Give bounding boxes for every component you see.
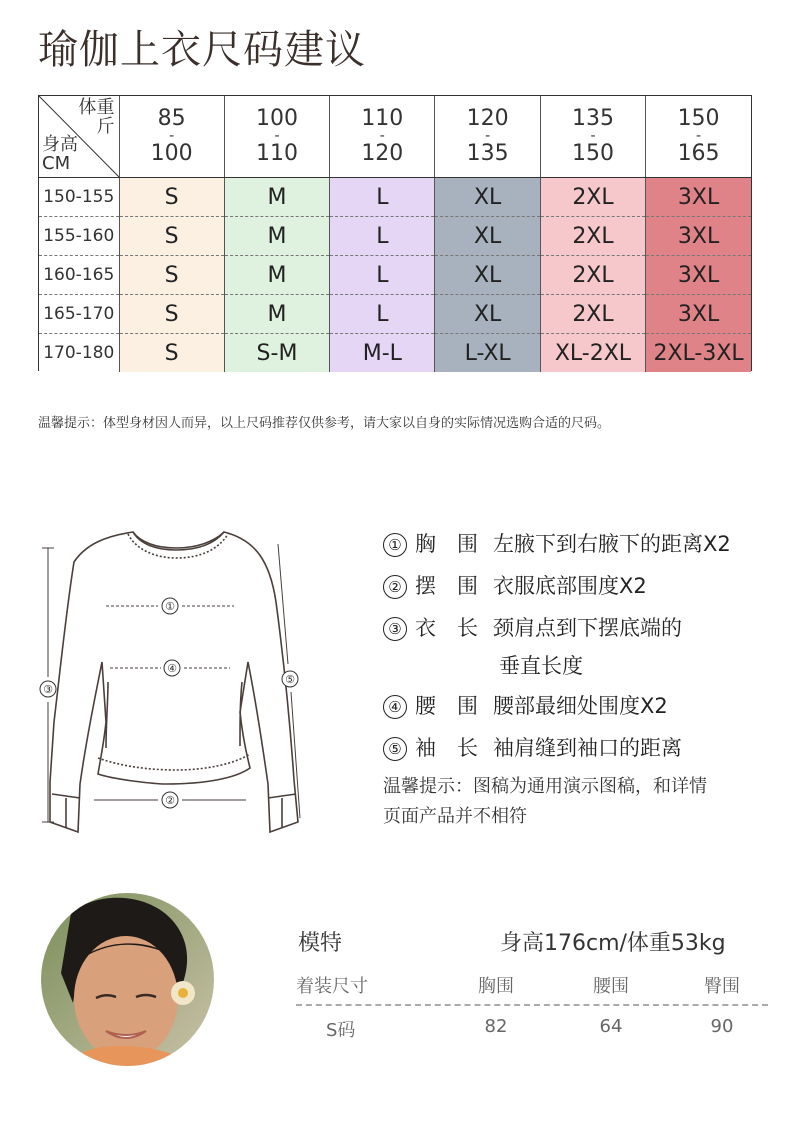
weight-header: 110 - 120 [330, 96, 435, 178]
weight-header: 85 - 100 [119, 96, 224, 178]
table-row [39, 295, 751, 334]
corner-weight-label: 体重 斤 [78, 97, 115, 137]
measure-waist: ④ 腰 围 腰部最细处围度X2 [383, 690, 668, 720]
size-cell: L [330, 256, 435, 295]
marker-3: ③ [43, 683, 53, 696]
size-cell: S [119, 334, 224, 373]
measure-length-cont: 垂直长度 [499, 654, 583, 678]
measure-length: ③ 衣 长 颈肩点到下摆底端的 [383, 612, 682, 642]
size-cell: M [224, 178, 329, 217]
size-cell: XL-2XL [540, 334, 645, 373]
value-hip: 90 [710, 1016, 734, 1037]
size-cell: 2XL-3XL [646, 334, 751, 373]
num-badge: ④ [383, 695, 407, 719]
model-spec: 身高176cm/体重53kg [500, 931, 726, 956]
table-row [39, 217, 751, 256]
marker-2: ② [165, 794, 175, 807]
size-cell: S [119, 295, 224, 334]
size-tip-text: 温馨提示：体型身材因人而异，以上尺码推荐仅供参考，请大家以自身的实际情况选购合适的尺码。 [38, 416, 611, 431]
size-cell: 2XL [540, 295, 645, 334]
header-chest: 胸围 [478, 976, 514, 997]
size-cell: 3XL [646, 295, 751, 334]
size-cell: S [119, 178, 224, 217]
height-cell: 150-155 [39, 178, 119, 217]
num-badge: ① [383, 533, 407, 557]
size-cell: 3XL [646, 217, 751, 256]
size-cell: S-M [224, 334, 329, 373]
size-cell: 3XL [646, 256, 751, 295]
size-cell: M [224, 217, 329, 256]
num-badge: ② [383, 575, 407, 599]
weight-header: 100 - 110 [224, 96, 329, 178]
size-cell: 3XL [646, 178, 751, 217]
height-cell: 170-180 [39, 334, 119, 373]
size-cell: M-L [330, 334, 435, 373]
weight-header: 150 - 165 [646, 96, 751, 178]
header-size: 着装尺寸 [296, 976, 368, 997]
table-corner-cell [39, 96, 119, 178]
size-cell: S [119, 256, 224, 295]
measure-hem: ② 摆 围 衣服底部围度X2 [383, 570, 647, 600]
weight-header: 120 - 135 [435, 96, 540, 178]
size-chart-table [38, 95, 752, 371]
size-cell: XL [435, 217, 540, 256]
weight-header: 135 - 150 [540, 96, 645, 178]
marker-5: ⑤ [285, 673, 295, 686]
table-row [39, 178, 751, 217]
marker-4: ④ [167, 662, 177, 675]
size-cell: L [330, 178, 435, 217]
model-size-table [296, 972, 768, 1042]
size-cell: 2XL [540, 256, 645, 295]
diagram-tip-text: 温馨提示：图稿为通用演示图稿，和详情 页面产品并不相符 [383, 776, 707, 827]
marker-1: ① [165, 600, 175, 613]
size-cell: L-XL [435, 334, 540, 373]
corner-height-label: 身高 CM [42, 134, 78, 175]
header-hip: 臀围 [704, 976, 740, 997]
height-cell: 165-170 [39, 295, 119, 334]
model-table-header [296, 972, 768, 1006]
size-cell: 2XL [540, 217, 645, 256]
size-cell: 2XL [540, 178, 645, 217]
size-cell: S [119, 217, 224, 256]
value-waist: 64 [599, 1016, 623, 1037]
num-badge: ⑤ [383, 737, 407, 761]
garment-measurement-diagram [36, 522, 316, 842]
height-cell: 155-160 [39, 217, 119, 256]
model-table-row [296, 1006, 768, 1042]
size-cell: M [224, 256, 329, 295]
height-cell: 160-165 [39, 256, 119, 295]
table-row [39, 334, 751, 373]
header-waist: 腰围 [593, 976, 629, 997]
model-avatar [41, 893, 214, 1066]
value-size: S码 [326, 1020, 356, 1041]
size-cell: XL [435, 178, 540, 217]
page-title: 瑜伽上衣尺码建议 [38, 27, 366, 73]
table-row [39, 256, 751, 295]
size-cell: XL [435, 295, 540, 334]
size-cell: L [330, 295, 435, 334]
model-label: 模特 [298, 931, 343, 956]
measure-sleeve: ⑤ 袖 长 袖肩缝到袖口的距离 [383, 732, 682, 762]
size-cell: M [224, 295, 329, 334]
size-cell: XL [435, 256, 540, 295]
num-badge: ③ [383, 617, 407, 641]
value-chest: 82 [484, 1016, 508, 1037]
size-cell: L [330, 217, 435, 256]
measure-chest: ① 胸 围 左腋下到右腋下的距离X2 [383, 528, 731, 558]
